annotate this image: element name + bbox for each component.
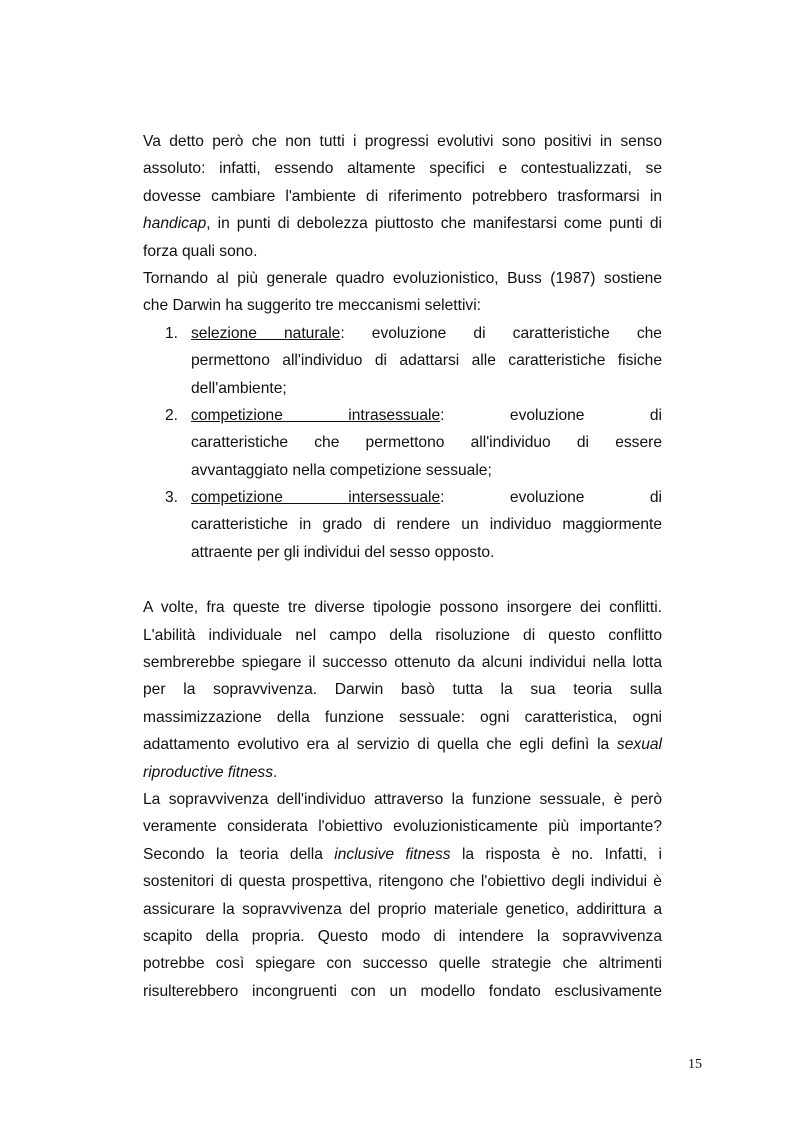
text-line xyxy=(143,813,662,840)
text-line xyxy=(143,292,662,319)
paragraph-spacer xyxy=(143,566,662,594)
selective-mechanisms-list xyxy=(143,320,662,567)
text-segment: dell'ambiente; xyxy=(191,379,287,397)
text-line xyxy=(143,183,662,210)
paragraph-progress-limits xyxy=(143,128,662,265)
text-line xyxy=(191,511,662,538)
text-segment: . xyxy=(273,763,278,781)
text-line xyxy=(143,265,662,292)
text-line xyxy=(143,128,662,155)
text-segment: forza quali sono. xyxy=(143,242,258,260)
text-segment: massimizzazione della funzione sessuale: ogni caratteristica, ogni xyxy=(143,708,662,726)
text-line xyxy=(191,375,662,402)
text-segment: : evoluzione di xyxy=(440,489,662,507)
underlined-term: selezione naturale xyxy=(191,324,341,342)
text-segment: : evoluzione di caratteristiche che xyxy=(340,324,662,342)
text-line xyxy=(191,457,662,484)
text-segment: Tornando al più generale quadro evoluzionistico, Buss (1987) sostiene xyxy=(143,269,662,287)
text-segment: sembrerebbe spiegare il successo ottenuto da alcuni individui nella lotta xyxy=(143,654,662,672)
text-segment: potrebbe così spiegare con successo quelle strategie che altrimenti xyxy=(143,955,662,973)
paragraph-conflicts xyxy=(143,594,662,786)
underlined-term: competizione intrasessuale xyxy=(191,406,441,424)
text-line xyxy=(191,402,662,429)
text-line xyxy=(143,950,662,977)
text-line xyxy=(143,155,662,182)
text-line xyxy=(143,594,662,621)
list-item xyxy=(165,402,662,484)
text-segment: assoluto: infatti, essendo altamente specifici e contestualizzati, se xyxy=(143,160,662,178)
text-line xyxy=(143,759,662,786)
underlined-term: competizione intersessuale xyxy=(191,489,441,507)
text-line xyxy=(191,429,662,456)
text-segment: L'abilità individuale nel campo della risoluzione di questo conflitto xyxy=(143,626,662,644)
document-body xyxy=(143,128,662,1005)
text-segment: permettono all'individuo di adattarsi alle caratteristiche fisiche xyxy=(191,352,662,370)
text-segment: : evoluzione di xyxy=(440,406,662,424)
list-item xyxy=(165,320,662,402)
text-line xyxy=(191,539,662,566)
list-item-number: 2. xyxy=(165,406,179,424)
text-segment: attraente per gli individui del sesso opposto. xyxy=(191,543,495,561)
text-segment: sostenitori di questa prospettiva, ritengono che l'obiettivo degli individui è xyxy=(143,873,662,891)
paragraph-darwin-mechanisms xyxy=(143,265,662,320)
text-segment: scapito della propria. Questo modo di intendere la sopravvivenza xyxy=(143,927,662,945)
text-line xyxy=(143,978,662,1005)
italic-term: sexual xyxy=(616,736,662,754)
text-line xyxy=(143,649,662,676)
text-segment: assicurare la sopravvivenza del proprio materiale genetico, addirittura a xyxy=(143,900,662,918)
text-line xyxy=(143,841,662,868)
italic-term: handicap xyxy=(143,215,207,233)
text-segment: La sopravvivenza dell'individuo attraverso la funzione sessuale, è però xyxy=(143,790,662,808)
text-segment: la risposta è no. Infatti, i xyxy=(450,845,662,863)
paragraph-inclusive-fitness xyxy=(143,786,662,1005)
text-segment: Va detto però che non tutti i progressi evolutivi sono positivi in senso xyxy=(143,133,662,150)
text-segment: A volte, fra queste tre diverse tipologie possono insorgere dei conflitti. xyxy=(143,599,662,617)
italic-term: inclusive fitness xyxy=(334,845,451,863)
text-line xyxy=(143,896,662,923)
text-line xyxy=(191,484,662,511)
list-item xyxy=(165,484,662,566)
text-line xyxy=(143,676,662,703)
text-segment: , in punti di debolezza piuttosto che manifestarsi come punti di xyxy=(206,215,662,233)
text-line xyxy=(143,868,662,895)
text-line xyxy=(143,210,662,237)
text-segment: veramente considerata l'obiettivo evoluzionisticamente più importante? xyxy=(143,818,662,836)
page-number: 15 xyxy=(688,1057,702,1072)
text-segment: Secondo la teoria della xyxy=(143,845,335,863)
text-line xyxy=(143,786,662,813)
list-item-number: 1. xyxy=(165,324,179,342)
text-segment: dovesse cambiare l'ambiente di riferimento potrebbero trasformarsi in xyxy=(143,187,662,205)
text-line xyxy=(143,923,662,950)
text-segment: caratteristiche che permettono all'individuo di essere xyxy=(191,434,662,452)
text-line xyxy=(143,238,662,265)
italic-term: riproductive fitness xyxy=(143,763,274,781)
list-item-number: 3. xyxy=(165,489,179,507)
text-line xyxy=(143,731,662,758)
text-line xyxy=(143,704,662,731)
text-segment: risulterebbero incongruenti con un modello fondato esclusivamente xyxy=(143,982,662,1000)
text-line xyxy=(191,347,662,374)
text-segment: adattamento evolutivo era al servizio di quella che egli definì la xyxy=(143,736,617,754)
text-segment: per la sopravvivenza. Darwin basò tutta la sua teoria sulla xyxy=(143,681,662,699)
text-segment: caratteristiche in grado di rendere un individuo maggiormente xyxy=(191,516,662,534)
text-segment: che Darwin ha suggerito tre meccanismi selettivi: xyxy=(143,297,481,315)
text-line xyxy=(191,320,662,347)
text-line xyxy=(143,622,662,649)
text-segment: avvantaggiato nella competizione sessuale; xyxy=(191,461,492,479)
